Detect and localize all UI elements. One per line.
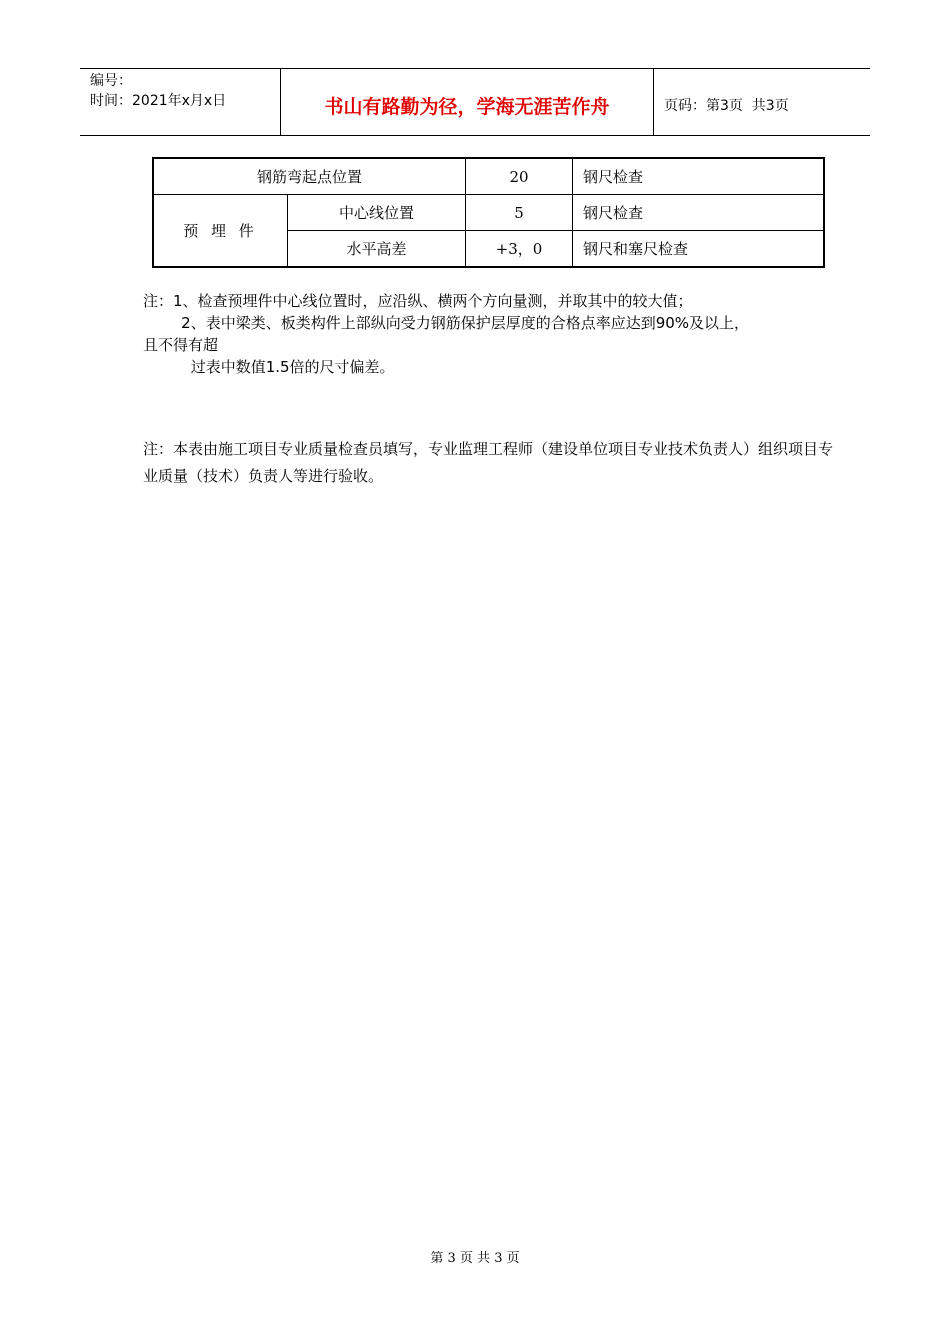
header-page-label: 页码：第3页 共3页 bbox=[664, 98, 789, 114]
note-line-3: 且不得有超 bbox=[143, 336, 219, 354]
table-cell-value: 20 bbox=[466, 158, 573, 195]
note-line-4: 过表中数值1.5倍的尺寸偏差。 bbox=[143, 358, 395, 376]
page-header bbox=[80, 68, 870, 136]
form-remark: 注：本表由施工项目专业质量检查员填写，专业监理工程师（建设单位项目专业技术负责人）组织项目专业质量（技术）负责人等进行验收。 bbox=[143, 440, 834, 485]
header-meta bbox=[80, 69, 281, 135]
table-cell-method: 钢尺检查 bbox=[573, 195, 825, 231]
page-footer: 第 3 页 共 3 页 bbox=[430, 1251, 520, 1266]
header-page-info bbox=[654, 69, 870, 135]
table-cell-item: 钢筋弯起点位置 bbox=[153, 158, 466, 195]
inspection-table bbox=[152, 157, 825, 268]
header-motto: 书山有路勤为径，学海无涯苦作舟 bbox=[281, 69, 654, 135]
note-line-2: 2、表中梁类、板类构件上部纵向受力钢筋保护层厚度的合格点率应达到90%及以上， bbox=[143, 314, 750, 332]
table-cell-group: 预 埋 件 bbox=[153, 195, 288, 268]
table-cell-value: 5 bbox=[466, 195, 573, 231]
table-row bbox=[153, 195, 824, 231]
table-notes bbox=[143, 290, 833, 378]
document-time-label: 时间：2021年x月x日 bbox=[90, 93, 227, 109]
note-line-1: 注：1、检查预埋件中心线位置时，应沿纵、横两个方向量测，并取其中的较大值； bbox=[143, 292, 693, 310]
document-number-label: 编号： bbox=[90, 73, 132, 89]
table-cell-item: 水平高差 bbox=[288, 231, 466, 268]
table-cell-value: +3，0 bbox=[466, 231, 573, 268]
table-cell-item: 中心线位置 bbox=[288, 195, 466, 231]
table-cell-method: 钢尺和塞尺检查 bbox=[573, 231, 825, 268]
table-cell-method: 钢尺检查 bbox=[573, 158, 825, 195]
table-row bbox=[153, 158, 824, 195]
